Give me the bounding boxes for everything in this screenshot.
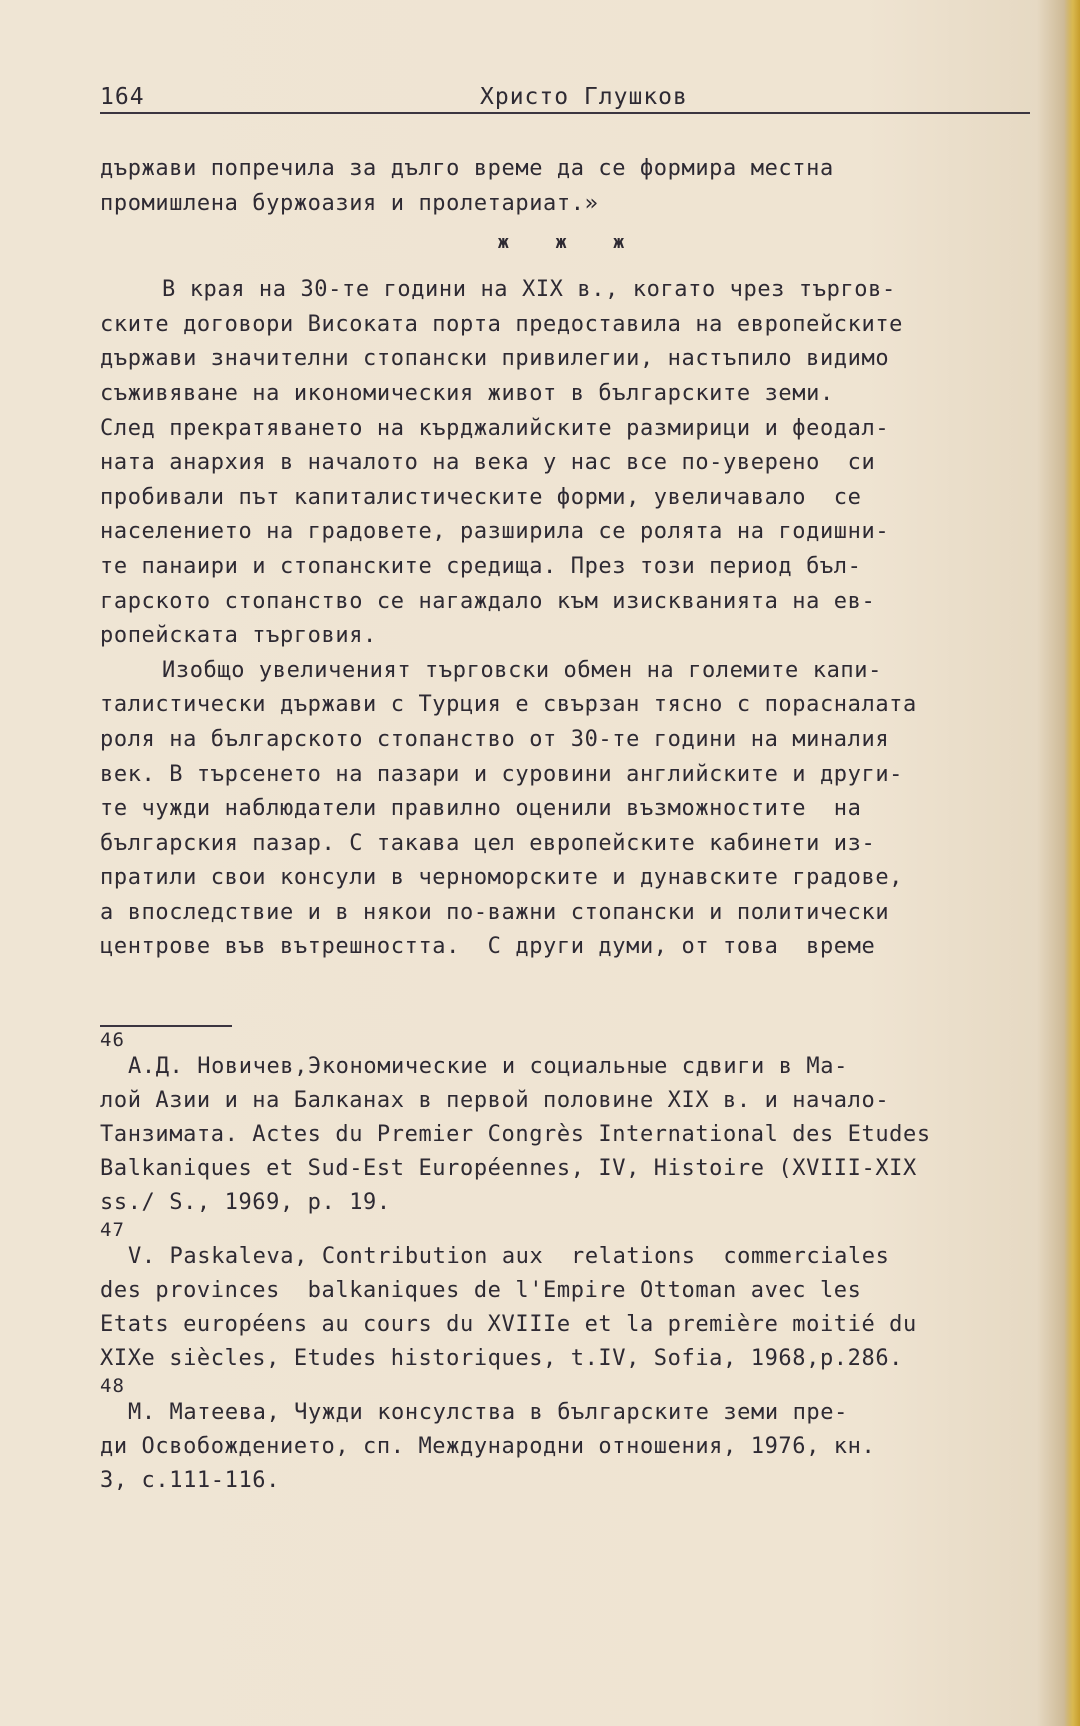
- text-line: центрове във вътрешността. С други думи, от това време: [100, 934, 876, 960]
- text-line: населението на градовете, разширила се ролята на годишни-: [100, 519, 890, 545]
- text-line: българския пазар. С такава цел европейските кабинети из-: [100, 830, 876, 856]
- page-edge: [1064, 0, 1080, 1726]
- running-title: Христо Глушков: [480, 84, 688, 110]
- section-separator: ж ж ж: [497, 232, 643, 254]
- text-line: ната анархия в началото на века у нас все по-уверено си: [100, 450, 876, 476]
- text-line: След прекратяването на кърджалийските размирици и феодал-: [100, 415, 890, 441]
- text-line: държави попречила за дълго време да се формира местна: [100, 156, 834, 181]
- footnote-number: 48: [100, 1375, 125, 1397]
- footnote-line: М. Матеева, Чужди консулства в българските земи пре-: [128, 1400, 848, 1425]
- footnote-line: Balkaniques et Sud-Est Européennes, IV, Histoire (XVIII-XIX: [100, 1156, 917, 1181]
- footnote-46: [100, 1030, 1030, 1220]
- footnote-line: XIXe siècles, Etudes historiques, t.IV, Sofia, 1968,p.286.: [100, 1346, 904, 1371]
- text-line: а впоследствие и в някои по-важни стопански и политически: [100, 899, 890, 925]
- text-line: Изобщо увеличеният търговски обмен на големите капи-: [162, 657, 882, 683]
- footnote-line: ди Освобождението, сп. Международни отношения, 1976, кн.: [100, 1434, 876, 1459]
- footnote-48: [100, 1376, 1030, 1498]
- text-line: В края на 30-те години на XIX в., когато чрез търгов-: [162, 277, 896, 303]
- text-line: съживяване на икономическия живот в българските земи.: [100, 380, 834, 406]
- text-line: ските договори Високата порта предоставила на европейските: [100, 311, 904, 337]
- text-line: пробивали път капиталистическите форми, увеличавало се: [100, 484, 862, 510]
- footnote-line: V. Paskaleva, Contribution aux relations commerciales: [128, 1244, 890, 1269]
- text-line: държави значителни стопански привилегии, настъпило видимо: [100, 346, 890, 372]
- footnote-line: А.Д. Новичев,Экономические и социальные сдвиги в Ма-: [128, 1054, 848, 1079]
- footnote-rule: [100, 1025, 232, 1027]
- text-line: те чужди наблюдатели правилно оценили възможностите на: [100, 796, 862, 822]
- footnote-line: des provinces balkaniques de l'Empire Ottoman avec les: [100, 1278, 862, 1303]
- text-line: те панаири и стопанските средища. През този период бъл-: [100, 553, 862, 579]
- text-line: промишлена буржоазия и пролетариат.»: [100, 190, 599, 216]
- text-line: ропейската търговия.: [100, 623, 377, 649]
- footnote-line: 3, с.111-116.: [100, 1468, 280, 1493]
- footnote-number: 47: [100, 1219, 125, 1241]
- text-line: век. В търсенето на пазари и суровини английските и други-: [100, 761, 904, 787]
- footnote-47: [100, 1220, 1030, 1376]
- header-rule: [100, 112, 1030, 114]
- running-head: [100, 82, 1030, 116]
- footnote-number: 46: [100, 1029, 125, 1051]
- text-line: талистически държави с Турция е свързан тясно с порасналата: [100, 692, 917, 718]
- footnote-line: лой Азии и на Балканах в первой половине XIX в. и начало-: [100, 1088, 890, 1113]
- footnote-line: ss./ S., 1969, p. 19.: [100, 1190, 391, 1215]
- footnote-line: Танзимата. Actes du Premier Congrès International des Etudes: [100, 1122, 931, 1147]
- footnotes: [100, 1030, 1030, 1498]
- page-number: 164: [100, 84, 145, 110]
- text-line: роля на българското стопанство от 30-те години на миналия: [100, 726, 890, 752]
- footnote-line: Etats européens au cours du XVIIIe et la première moitié du: [100, 1312, 917, 1337]
- text-line: гарското стопанство се нагаждало към изискванията на ев-: [100, 588, 876, 614]
- body-text: [100, 152, 1030, 965]
- text-line: пратили свои консули в черноморските и дунавските градове,: [100, 865, 904, 891]
